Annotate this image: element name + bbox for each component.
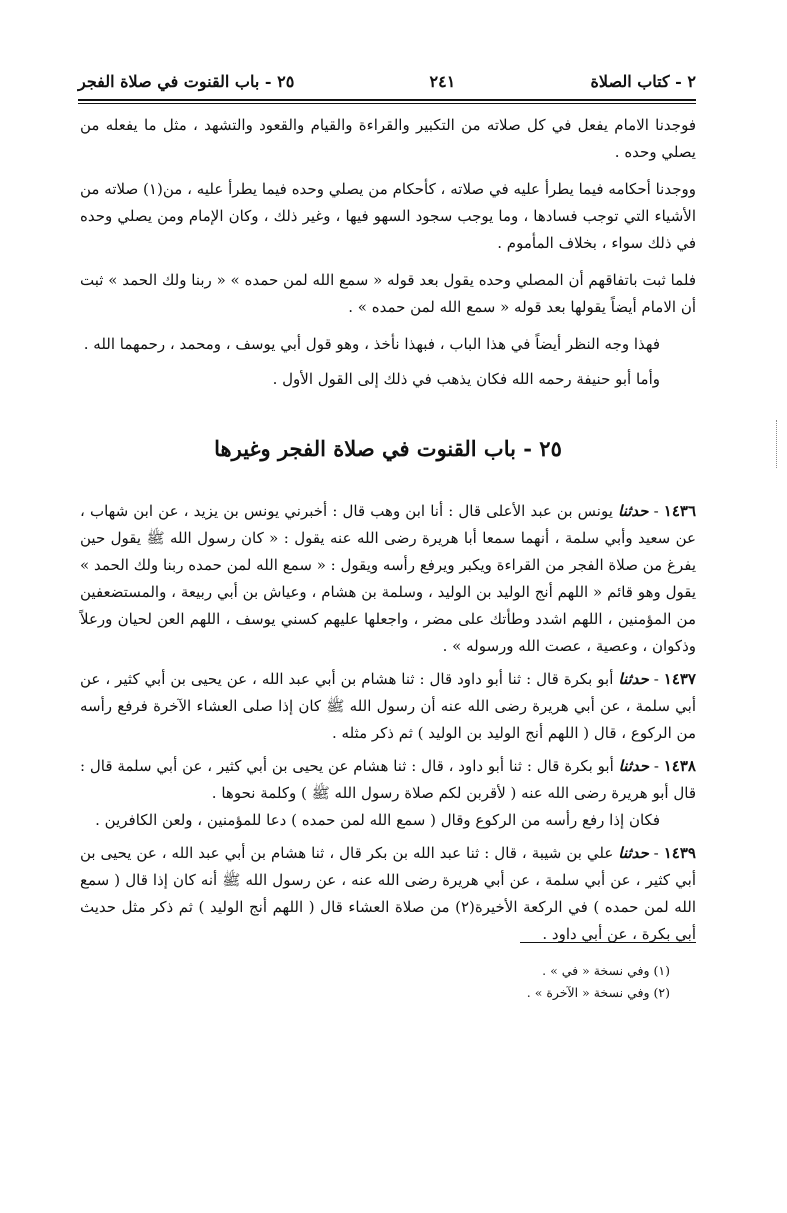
hadith-continuation: فكان إذا رفع رأسه من الركوع وقال ( سمع الله لمن حمده ) دعا للمؤمنين ، ولعن الكافرين .: [95, 811, 660, 829]
footnote-divider: [520, 942, 696, 943]
footnote: (١) وفي نسخة « في » .: [542, 963, 670, 978]
hadith-1438: ١٤٣٨ - حدثنا أبو بكرة قال : ثنا أبو داود ، قال : ثنا هشام عن يحيى بن أبي كثير ، عن أبي سلمة قال : قال أبو هريرة رضى الله عنه ( لأقربن لكم صلاة رسول الله ﷺ ) وكلمة نحوها .: [80, 757, 696, 802]
intro-text: [80, 112, 696, 393]
footnote: (٢) وفي نسخة « الآخرة » .: [526, 985, 670, 1000]
hadith-opening-word: حدثنا: [618, 757, 650, 775]
hadith-text: علي بن شيبة ، قال : ثنا عبد الله بن بكر قال ، ثنا هشام بن أبي عبد الله ، عن يحيى بن أبي كثير ، عن أبي سلمة ، عن أبي هريرة رضى الله عنه ، عن رسول الله ﷺ أنه كان إذا قال ( سمع الله لمن حمده ) في الركعة الأخيرة(٢) من صلاة العشاء قال ( اللهم أنج الوليد ) ثم ذكر مثل حديث أبي بكرة ، عن أبي داود .: [80, 844, 696, 943]
header-divider-thin: [78, 103, 696, 104]
header-book-title: ٢ - كتاب الصلاة: [590, 71, 696, 91]
hadith-opening-word: حدثنا: [618, 502, 649, 520]
header-chapter-title: ٢٥ - باب القنوت في صلاة الفجر: [78, 71, 295, 91]
paragraph: وأما أبو حنيفة رحمه الله فكان يذهب في ذلك إلى القول الأول .: [272, 370, 660, 388]
hadith-1439: ١٤٣٩ - حدثنا علي بن شيبة ، قال : ثنا عبد الله بن بكر قال ، ثنا هشام بن أبي عبد الله ، عن يحيى بن أبي كثير ، عن أبي سلمة ، عن أبي هريرة رضى الله عنه ، عن رسول الله ﷺ أنه كان إذا قال ( سمع الله لمن حمده ) في الركعة الأخيرة(٢) من صلاة العشاء قال ( اللهم أنج الوليد ) ثم ذكر مثل حديث أبي بكرة ، عن أبي داود .: [80, 844, 696, 943]
page-number: ٢٤١: [429, 71, 456, 91]
hadith-number: ١٤٣٨: [663, 757, 696, 775]
paragraph: فوجدنا الامام يفعل في كل صلاته من التكبير والقراءة والقيام والقعود والتشهد ، مثل ما يفعله من يصلي وحده .: [80, 116, 696, 161]
hadith-section: [80, 498, 696, 948]
paragraph: فلما ثبت باتفاقهم أن المصلي وحده يقول بعد قوله « سمع الله لمن حمده » « ربنا ولك الحمد » ثبت أن الامام أيضاً يقولها بعد قوله « سمع الله لمن حمده » .: [80, 271, 696, 316]
hadith-1437: ١٤٣٧ - حدثنا أبو بكرة قال : ثنا أبو داود قال : ثنا هشام بن أبي عبد الله ، عن يحيى بن أبي كثير ، عن أبي سلمة ، عن أبي هريرة رضى الله عنه أن رسول الله ﷺ كان إذا صلى العشاء الآخرة فرفع رأسه من الركوع ، قال ( اللهم أنج الوليد بن الوليد ) ثم ذكر مثله .: [80, 670, 696, 742]
chapter-heading: ٢٥ - باب القنوت في صلاة الفجر وغيرها: [214, 436, 562, 461]
hadith-text: يونس بن عبد الأعلى قال : أنا ابن وهب قال : أخبرني يونس بن يزيد ، عن ابن شهاب ، عن سعيد وأبي سلمة ، أنهما سمعا أبا هريرة رضى الله عنه يقول : « كان رسول الله ﷺ يقول حين يفرغ من صلاة الفجر من القراءة ويكبر ويرفع رأسه ويقول : « سمع الله لمن حمده ربنا ولك الحمد » يقول وهو قائم « اللهم أنج الوليد بن الوليد ، وسلمة بن هشام ، وعياش بن أبي ربيعة ، والمستضعفين من المؤمنين ، اللهم اشدد وطأتك على مضر ، واجعلها عليهم كسني يوسف ، اللهم العن لحيان ورعلاً وذكوان ، وعصية ، عصت الله ورسوله » .: [80, 502, 696, 655]
hadith-number: ١٤٣٦: [663, 502, 697, 520]
hadith-number: ١٤٣٩: [663, 844, 696, 862]
paragraph: فهذا وجه النظر أيضاً في هذا الباب ، فبهذا نأخذ ، وهو قول أبي يوسف ، ومحمد ، رحمهما الله .: [83, 335, 660, 353]
header-divider: [78, 99, 696, 101]
hadith-number: ١٤٣٧: [663, 670, 696, 688]
hadith-opening-word: حدثنا: [618, 670, 649, 688]
scan-margin-mark: [770, 420, 777, 468]
hadith-text: أبو بكرة قال : ثنا أبو داود ، قال : ثنا هشام عن يحيى بن أبي كثير ، عن أبي سلمة قال : قال أبو هريرة رضى الله عنه ( لأقربن لكم صلاة رسول الله ﷺ ) وكلمة نحوها .: [80, 757, 696, 802]
footnotes: [380, 960, 670, 1004]
hadith-1436: ١٤٣٦ - حدثنا يونس بن عبد الأعلى قال : أنا ابن وهب قال : أخبرني يونس بن يزيد ، عن ابن شهاب ، عن سعيد وأبي سلمة ، أنهما سمعا أبا هريرة رضى الله عنه يقول : « كان رسول الله ﷺ يقول حين يفرغ من صلاة الفجر من القراءة ويكبر ويرفع رأسه ويقول : « سمع الله لمن حمده ربنا ولك الحمد » يقول وهو قائم « اللهم أنج الوليد بن الوليد ، وسلمة بن هشام ، وعياش بن أبي ربيعة ، والمستضعفين من المؤمنين ، اللهم اشدد وطأتك على مضر ، واجعلها عليهم كسني يوسف ، اللهم العن لحيان ورعلاً وذكوان ، وعصية ، عصت الله ورسوله » .: [80, 502, 697, 655]
paragraph: ووجدنا أحكامه فيما يطرأ عليه في صلاته ، كأحكام من يصلي وحده فيما يطرأ عليه ، من(١) صلاته من الأشياء التي توجب فسادها ، وما يوجب سجود السهو فيها ، وغير ذلك ، وكان الإمام ومن يصلي وحده في ذلك سواء ، بخلاف المأموم .: [80, 180, 696, 252]
hadith-opening-word: حدثنا: [618, 844, 649, 862]
page-header: [78, 64, 696, 98]
hadith-text: أبو بكرة قال : ثنا أبو داود قال : ثنا هشام بن أبي عبد الله ، عن يحيى بن أبي كثير ، عن أبي سلمة ، عن أبي هريرة رضى الله عنه أن رسول الله ﷺ كان إذا صلى العشاء الآخرة فرفع رأسه من الركوع ، قال ( اللهم أنج الوليد بن الوليد ) ثم ذكر مثله .: [80, 670, 696, 742]
